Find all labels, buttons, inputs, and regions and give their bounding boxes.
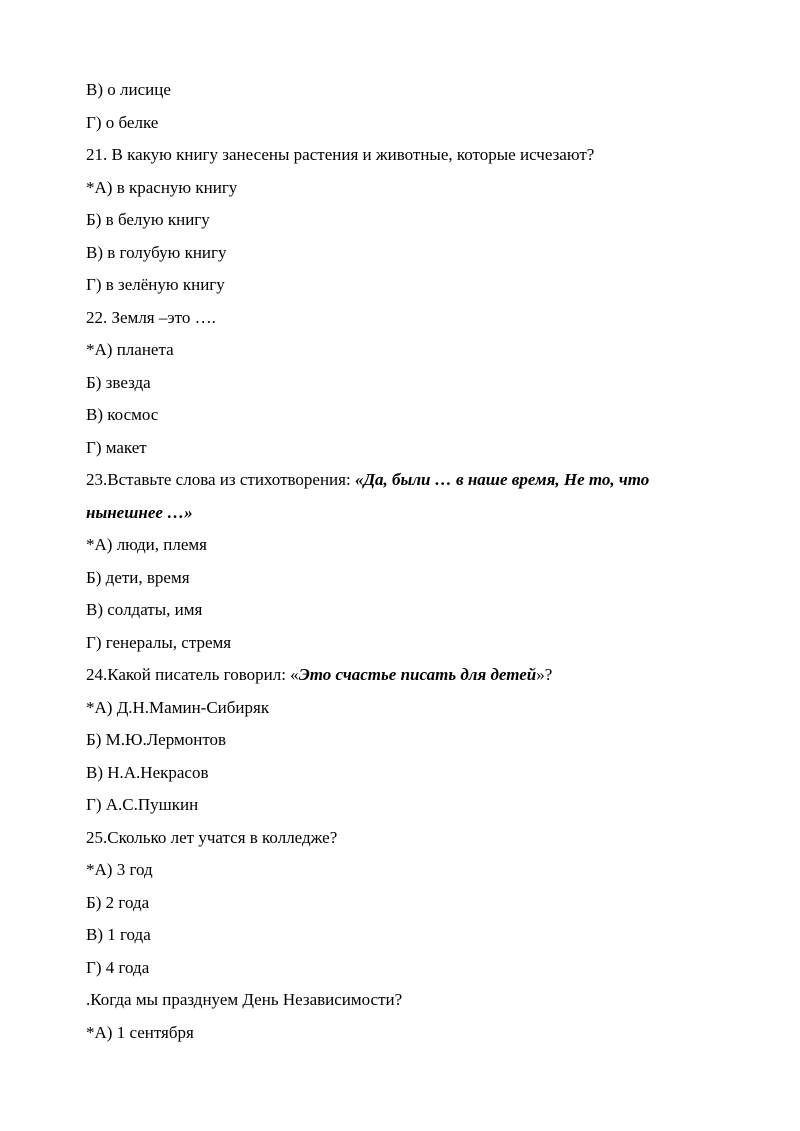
question-line: 25.Сколько лет учатся в колледже? bbox=[86, 827, 338, 847]
answer-line: Б) дети, время bbox=[86, 567, 190, 587]
poem-quote: «Да, были … в наше время, Не то, что bbox=[354, 470, 650, 489]
answer-line: Б) в белую книгу bbox=[86, 210, 210, 229]
answer-line: Г) макет bbox=[86, 437, 147, 457]
answer-line: Г) в зелёную книгу bbox=[86, 275, 225, 294]
answer-line: Б) звезда bbox=[86, 372, 151, 392]
question-text: 24.Какой писатель говорил: « bbox=[86, 665, 299, 684]
answer-line: *А) в красную книгу bbox=[86, 177, 238, 197]
question-line bbox=[86, 659, 726, 692]
question-line bbox=[86, 464, 726, 497]
answer-line: Г) 4 года bbox=[86, 957, 150, 977]
answer-line: В) о лисице bbox=[86, 80, 171, 99]
answer-line: *А) 1 сентября bbox=[86, 1022, 194, 1042]
question-text-end: »? bbox=[536, 665, 553, 684]
question-line-continuation bbox=[86, 497, 726, 530]
question-text: 23.Вставьте слова из стихотворения: bbox=[86, 470, 355, 489]
answer-line: *А) люди, племя bbox=[86, 535, 207, 554]
answer-line: Г) о белке bbox=[86, 112, 159, 132]
answer-line: Г) генералы, стремя bbox=[86, 632, 232, 652]
question-line: 21. В какую книгу занесены растения и животные, которые исчезают? bbox=[86, 145, 595, 164]
document-page bbox=[86, 74, 726, 1049]
question-line: .Когда мы празднуем День Независимости? bbox=[86, 990, 403, 1009]
poem-quote: нынешнее …» bbox=[86, 502, 193, 522]
answer-line: В) солдаты, имя bbox=[86, 600, 203, 619]
answer-line: В) Н.А.Некрасов bbox=[86, 762, 209, 782]
answer-line: *А) планета bbox=[86, 340, 174, 359]
answer-line: Б) 2 года bbox=[86, 892, 150, 912]
answer-line: В) 1 года bbox=[86, 925, 151, 944]
answer-line: *А) 3 год bbox=[86, 860, 153, 879]
answer-line: Б) М.Ю.Лермонтов bbox=[86, 730, 227, 749]
answer-line: В) в голубую книгу bbox=[86, 242, 227, 262]
question-line: 22. Земля –это …. bbox=[86, 307, 216, 327]
answer-line: Г) А.С.Пушкин bbox=[86, 795, 199, 814]
answer-line: *А) Д.Н.Мамин-Сибиряк bbox=[86, 697, 270, 717]
writer-quote: Это счастье писать для детей bbox=[298, 665, 537, 684]
answer-line: В) космос bbox=[86, 405, 159, 424]
